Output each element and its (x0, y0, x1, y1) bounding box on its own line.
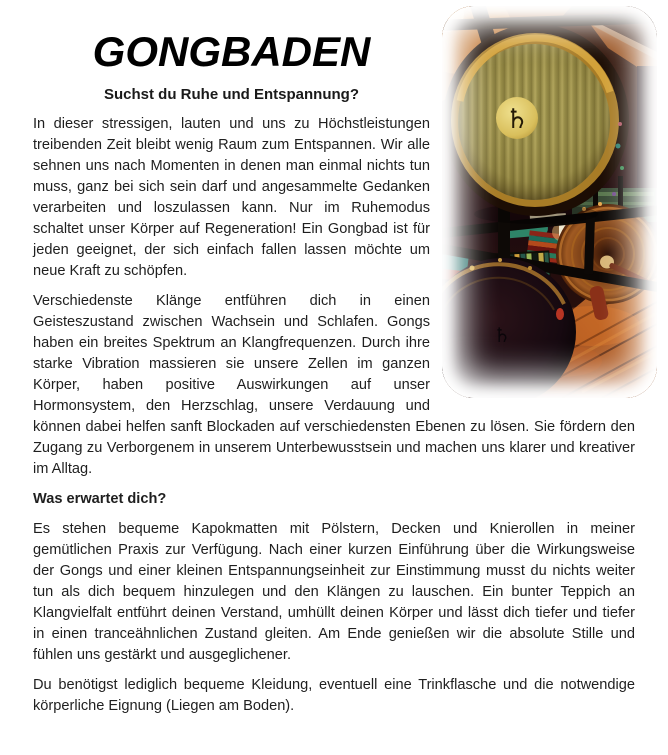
intro-paragraph-2: Verschiedenste Klänge entführen dich in einen Geisteszustand zwischen Wachsein und Schlafen. Gongs haben ein breites Spektrum an Klangfrequenzen. Durch ihre starke Vibration massieren sie unsere Zellen im ganzen Körper, haben positive Auswirkungen auf unser Hormonsystem, den Herzschlag, unsere Verdauung und können dabei helfen sanft Blockaden auf verschiedensten Ebenen zu lösen. Sie fördern den Zugang zu Verborgenem in unserem Unterbewusstsein und machen uns klarer und kreativer im Alltag. (33, 293, 635, 478)
page-title: GONGBADEN (92, 28, 371, 75)
gong-photo-illustration (442, 6, 657, 398)
gong-room-photo (442, 6, 657, 398)
svg-text:♄: ♄ (493, 323, 511, 347)
page-subtitle: Suchst du Ruhe und Entspannung? (104, 86, 359, 104)
saturn-symbol-icon: ♄ (504, 104, 530, 135)
intro-paragraph-1: In dieser stressigen, lauten und uns zu Höchstleistungen treibenden Zeit bleibt wenig Raum zum Entspannen. Wir alle sehnen uns nach Momenten in denen man einmal nichts tun muss, ganz bei sich sein darf und angesammelte Gedanken verarbeiten und loszulassen kann. Nur im Ruhemodus schaltet unser Körper auf Regeneration! Ein Gongbad ist für jeden geeignet, der sich einfach fallen lassen möchte um neue Kraft zu schöpfen. (33, 116, 430, 280)
section-heading: Was erwartet dich? (33, 491, 167, 508)
section-paragraph-2: Du benötigst lediglich bequeme Kleidung, eventuell eine Trinkflasche und die notwendige körperliche Eignung (Liegen am Boden). (33, 677, 635, 715)
section-paragraph-1: Es stehen bequeme Kapokmatten mit Pölstern, Decken und Knierollen in meiner gemütlichen Praxis zur Verfügung. Nach einer kurzen Einführung über die Wirkungsweise der Gongs und einer kleinen Entspannungseinheit zur Einstimmung musst du nichts weiter tun als dich bequem hinzulegen und den Klängen zu lauschen. Ein bunter Teppich an Klangvielfalt entführt deinen Verstand, umhüllt deinen Körper und lässt dich tiefer und tiefer in einen tranceähnlichen Zustand gleiten. Am Ende genießen wir die absolute Stille und fühlen uns gestärkt und ausgeglichener. (33, 521, 635, 664)
